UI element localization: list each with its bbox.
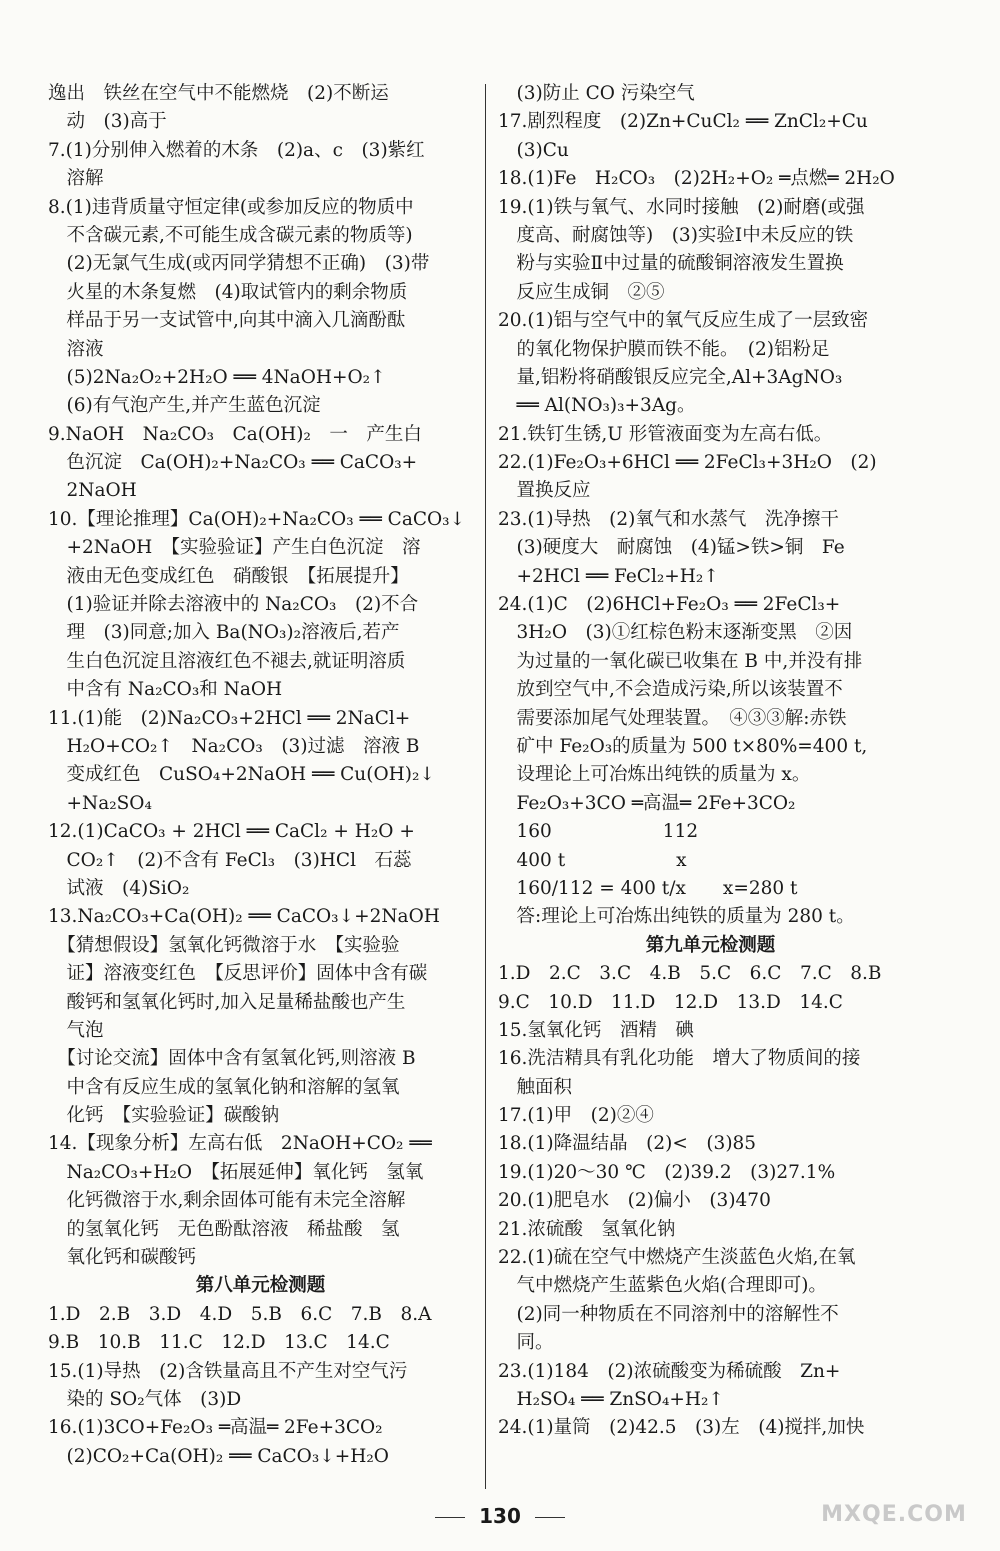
answer-line: 矿中 Fe₂O₃的质量为 500 t×80%=400 t, [498, 735, 868, 757]
answer-line: 气中燃烧产生蓝紫色火焰(合理即可)。 [498, 1275, 827, 1297]
answer-line: 21.浓硫酸 氢氧化钠 [498, 1218, 676, 1240]
answer-line: 中含有反应生成的氢氧化钠和溶解的氢氧 [48, 1076, 400, 1098]
answer-line: 变成红色 CuSO₄+2NaOH ══ Cu(OH)₂↓ [48, 764, 435, 786]
answer-line: 触面积 [498, 1076, 573, 1098]
answer-line: 不含碳元素,不可能生成含碳元素的物质等) [48, 224, 413, 246]
answer-line: 13.Na₂CO₃+Ca(OH)₂ ══ CaCO₃↓+2NaOH [48, 906, 440, 928]
answer-line: 的氢氧化钙 无色酚酞溶液 稀盐酸 氢 [48, 1218, 400, 1240]
footer-dash-left [435, 1517, 465, 1518]
answer-line: 【猜想假设】氢氧化钙微溶于水 【实验验 [48, 934, 400, 956]
answer-line: 20.(1)铝与空气中的氧气反应生成了一层致密 [498, 310, 869, 332]
answer-line: H₂O+CO₂↑ Na₂CO₃ (3)过滤 溶液 B [48, 735, 420, 757]
answer-line: 色沉淀 Ca(OH)₂+Na₂CO₃ ══ CaCO₃+ [48, 452, 418, 474]
answer-line: 400 t x [498, 849, 687, 871]
answer-line: 逸出 铁丝在空气中不能燃烧 (2)不断运 [48, 83, 389, 104]
left-column [48, 80, 473, 1471]
watermark-text: MXQE.COM [821, 1502, 967, 1527]
answer-line: 生白色沉淀且溶液红色不褪去,就证明溶质 [48, 650, 406, 672]
answer-line: 8.(1)违背质量守恒定律(或参加反应的物质中 [48, 196, 414, 218]
answer-line: 【讨论交流】固体中含有氢氧化钙,则溶液 B [48, 1048, 416, 1070]
answer-line: 气泡 [48, 1019, 104, 1041]
answer-line: 160 112 [498, 821, 699, 843]
answer-line: (1)验证并除去溶液中的 Na₂CO₃ (2)不合 [48, 594, 419, 616]
answer-line: (6)有气泡产生,并产生蓝色沉淀 [48, 395, 321, 417]
answer-line: 第九单元检测题 [645, 934, 776, 956]
answer-line: H₂SO₄ ══ ZnSO₄+H₂↑ [498, 1388, 724, 1410]
answer-line: (3)硬度大 耐腐蚀 (4)锰>铁>铜 Fe [498, 537, 845, 559]
answer-line: Fe₂O₃+3CO ═高温═ 2Fe+3CO₂ [498, 792, 796, 814]
answer-line: 溶液 [48, 338, 104, 360]
answer-line: 量,铝粉将硝酸银反应完全,Al+3AgNO₃ [498, 366, 843, 388]
answer-line: 第八单元检测题 [195, 1275, 326, 1297]
answer-line: 反应生成铜 ②⑤ [498, 281, 665, 303]
answer-line: 染的 SO₂气体 (3)D [48, 1388, 242, 1410]
answer-line: 24.(1)量筒 (2)42.5 (3)左 (4)搅拌,加快 [498, 1417, 865, 1439]
answer-line: 15.氢氧化钙 酒精 碘 [498, 1019, 694, 1041]
answer-line: 160/112 = 400 t/x x=280 t [498, 877, 798, 899]
answer-line: 放到空气中,不会造成污染,所以该装置不 [498, 679, 843, 701]
answer-line: +Na₂SO₄ [48, 792, 152, 814]
answer-line: 21.铁钉生锈,U 形管液面变为左高右低。 [498, 423, 833, 445]
answer-line: 16.(1)3CO+Fe₂O₃ ═高温═ 2Fe+3CO₂ [48, 1417, 383, 1439]
answer-line: 置换反应 [498, 480, 591, 502]
answer-line: 1.D 2.B 3.D 4.D 5.B 6.C 7.B 8.A [48, 1303, 432, 1325]
answer-line: ══ Al(NO₃)₃+3Ag。 [498, 395, 696, 417]
answer-line: 23.(1)184 (2)浓硫酸变为稀硫酸 Zn+ [498, 1360, 841, 1382]
answer-line: 22.(1)Fe₂O₃+6HCl ══ 2FeCl₃+3H₂O (2) [498, 452, 877, 474]
answer-line: 15.(1)导热 (2)含铁量高且不产生对空气污 [48, 1360, 408, 1382]
answer-line: +2HCl ══ FeCl₂+H₂↑ [498, 565, 719, 587]
answer-line: 3H₂O (3)①红棕色粉末逐渐变黑 ②因 [498, 622, 853, 644]
answer-line: 证】溶液变红色 【反思评价】固体中含有碳 [48, 963, 428, 985]
watermark-logo [806, 1502, 982, 1542]
answer-line: 24.(1)C (2)6HCl+Fe₂O₃ ══ 2FeCl₃+ [498, 594, 841, 616]
answer-line: 17.(1)甲 (2)②④ [498, 1105, 654, 1127]
answer-line: 19.(1)铁与氧气、水同时接触 (2)耐磨(或强 [498, 196, 865, 218]
answer-line: 溶解 [48, 168, 104, 190]
answer-line: 酸钙和氢氧化钙时,加入足量稀盐酸也产生 [48, 991, 406, 1013]
answer-line: 需要添加尾气处理装置。 ④③③解:赤铁 [498, 707, 847, 729]
answer-line: 16.洗洁精具有乳化功能 增大了物质间的接 [498, 1048, 861, 1070]
answer-line: 11.(1)能 (2)Na₂CO₃+2HCl ══ 2NaCl+ [48, 707, 411, 729]
answer-line: 23.(1)导热 (2)氧气和水蒸气 洗净擦干 [498, 508, 839, 530]
answer-line: 化钙微溶于水,剩余固体可能有未完全溶解 [48, 1190, 406, 1212]
answer-line: (5)2Na₂O₂+2H₂O ══ 4NaOH+O₂↑ [48, 366, 386, 388]
answer-line: 化钙 【实验验证】碳酸钠 [48, 1105, 280, 1127]
answer-line: (3)Cu [498, 139, 569, 161]
answer-line: 的氧化物保护膜而铁不能。 (2)铝粉足 [498, 338, 830, 360]
answer-line: Na₂CO₃+H₂O 【拓展延伸】氧化钙 氢氧 [48, 1161, 424, 1183]
answer-line: 答:理论上可冶炼出纯铁的质量为 280 t。 [498, 906, 855, 928]
page-number: 130 [479, 1504, 521, 1528]
answer-line: 中含有 Na₂CO₃和 NaOH [48, 679, 283, 701]
answer-line: 9.NaOH Na₂CO₃ Ca(OH)₂ 一 产生白 [48, 423, 422, 445]
answer-line: CO₂↑ (2)不含有 FeCl₃ (3)HCl 石蕊 [48, 849, 412, 871]
answer-line: 9.C 10.D 11.D 12.D 13.D 14.C [498, 991, 843, 1013]
answer-line: (2)同一种物质在不同溶剂中的溶解性不 [498, 1303, 839, 1325]
answer-line: (2)CO₂+Ca(OH)₂ ══ CaCO₃↓+H₂O [48, 1445, 389, 1467]
answer-line: 1.D 2.C 3.C 4.B 5.C 6.C 7.C 8.B [498, 963, 882, 985]
answer-line: 14.【现象分析】左高右低 2NaOH+CO₂ ══ [48, 1133, 432, 1155]
answer-line: 12.(1)CaCO₃ + 2HCl ══ CaCl₂ + H₂O + [48, 821, 415, 843]
answer-line: 理 (3)同意;加入 Ba(NO₃)₂溶液后,若产 [48, 622, 400, 644]
answer-line: 18.(1)降温结晶 (2)< (3)85 [498, 1133, 757, 1155]
answer-line: 火星的木条复燃 (4)取试管内的剩余物质 [48, 281, 408, 303]
answer-line: 为过量的一氧化碳已收集在 B 中,并没有排 [498, 650, 863, 672]
answer-line: 20.(1)肥皂水 (2)偏小 (3)470 [498, 1190, 771, 1212]
answer-line: 2NaOH [48, 480, 137, 502]
answer-line: (3)防止 CO 污染空气 [498, 83, 695, 104]
answer-line: +2NaOH 【实验验证】产生白色沉淀 溶 [48, 537, 421, 559]
answer-line: 试液 (4)SiO₂ [48, 877, 190, 899]
answer-line: 设理论上可冶炼出纯铁的质量为 x。 [498, 764, 811, 786]
right-column [498, 80, 923, 1443]
answer-line: 粉与实验Ⅱ中过量的硫酸铜溶液发生置换 [498, 253, 844, 275]
answer-line: 22.(1)硫在空气中燃烧产生淡蓝色火焰,在氧 [498, 1247, 856, 1269]
answer-line: 样品于另一支试管中,向其中滴入几滴酚酞 [48, 310, 406, 332]
answer-line: 度高、耐腐蚀等) (3)实验Ⅰ中未反应的铁 [498, 224, 854, 246]
answer-line: 液由无色变成红色 硝酸银 【拓展提升】 [48, 565, 409, 587]
answer-line: 18.(1)Fe H₂CO₃ (2)2H₂+O₂ ═点燃═ 2H₂O [498, 168, 895, 190]
answer-line: 7.(1)分别伸入燃着的木条 (2)a、c (3)紫红 [48, 139, 425, 161]
answer-line: 17.剧烈程度 (2)Zn+CuCl₂ ══ ZnCl₂+Cu [498, 111, 868, 133]
answer-line: 同。 [498, 1332, 554, 1354]
column-divider [485, 84, 486, 1489]
answer-line: 氧化钙和碳酸钙 [48, 1247, 197, 1269]
answer-line: 9.B 10.B 11.C 12.D 13.C 14.C [48, 1332, 390, 1354]
answer-line: (2)无氯气生成(或丙同学猜想不正确) (3)带 [48, 253, 430, 275]
footer-dash-right [535, 1517, 565, 1518]
answer-line: 19.(1)20～30 ℃ (2)39.2 (3)27.1% [498, 1161, 836, 1183]
answer-line: 10.【理论推理】Ca(OH)₂+Na₂CO₃ ══ CaCO₃↓ [48, 508, 466, 530]
answer-line: 动 (3)高于 [48, 111, 167, 133]
